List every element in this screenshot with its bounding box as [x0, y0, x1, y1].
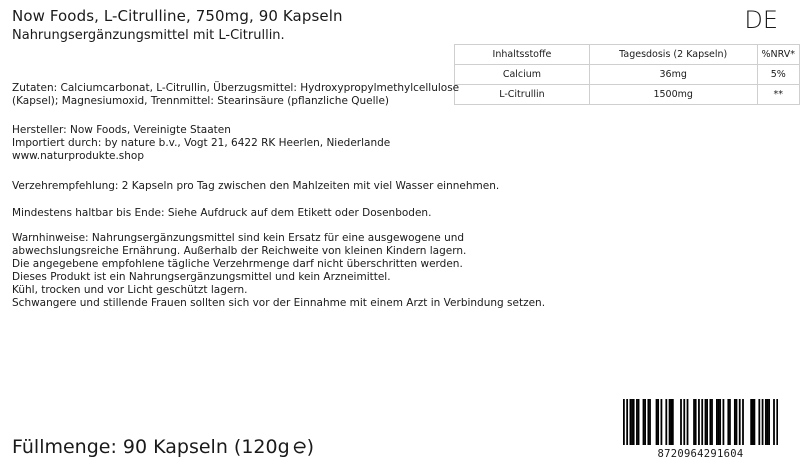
text-line: Verzehrempfehlung: 2 Kapseln pro Tag zwischen den Mahlzeiten mit viel Wasser einnehmen. [12, 180, 500, 192]
barcode-bar [773, 399, 775, 445]
barcode-bar [723, 399, 725, 445]
text-line: Importiert durch: by nature b.v., Vogt 21, 6422 RK Heerlen, Niederlande [12, 137, 391, 149]
barcode-bar [636, 399, 638, 445]
barcode-bar [687, 399, 689, 445]
barcode-bar [742, 399, 744, 445]
barcode-bar [626, 399, 628, 445]
table-cell: 1500mg [589, 85, 757, 105]
barcode-bar [768, 399, 770, 445]
barcode-bar [716, 399, 718, 445]
barcode-bar [719, 399, 721, 445]
table-cell: L-Citrullin [455, 85, 590, 105]
barcode-bar [762, 399, 764, 445]
text-line: Kühl, trocken und vor Licht geschützt lagern. [12, 284, 248, 296]
barcode-bar [706, 399, 708, 445]
text-line: Die angegebene empfohlene tägliche Verzehrmenge darf nicht überschritten werden. [12, 258, 463, 270]
table-row [455, 85, 800, 105]
estimate-mark-icon [293, 437, 307, 450]
language-code: DE [744, 6, 778, 34]
barcode-bar [661, 399, 663, 445]
table-header-row [455, 45, 800, 65]
barcode-bar [656, 399, 658, 445]
barcode-bar [729, 399, 731, 445]
table-cell: 5% [757, 65, 799, 85]
barcode-bar [649, 399, 651, 445]
barcode-bar [680, 399, 682, 445]
barcode-bar [643, 399, 645, 445]
barcode-bar [670, 399, 672, 445]
barcode-bar [727, 399, 729, 445]
barcode-bar [734, 399, 736, 445]
manufacturer-info [12, 124, 452, 163]
barcode-bar [718, 399, 720, 445]
table-row [455, 65, 800, 85]
text-line: Mindestens haltbar bis Ende: Siehe Aufdruck auf dem Etikett oder Dosenboden. [12, 207, 432, 219]
barcode-bar [657, 399, 659, 445]
fill-quantity: Füllmenge: 90 Kapseln (120g ) [12, 436, 315, 458]
text-line: (Kapsel); Magnesiumoxid, Trennmittel: Stearinsäure (pflanzliche Quelle) [12, 95, 390, 107]
barcode-bar [638, 399, 640, 445]
product-subtitle: Nahrungsergänzungsmittel mit L-Citrullin. [12, 28, 285, 43]
barcode-bar [665, 399, 667, 445]
product-title: Now Foods, L-Citrulline, 750mg, 90 Kapseln [12, 7, 343, 25]
barcode-number: 8720964291604 [657, 448, 744, 460]
barcode-bar [683, 399, 685, 445]
table-header-cell: Inhaltsstoffe [455, 45, 590, 65]
barcode-bar [701, 399, 703, 445]
best-before-text [12, 207, 452, 220]
text-line: Zutaten: Calciumcarbonat, L-Citrullin, Überzugsmittel: Hydroxypropylmethylcellulose [12, 82, 460, 94]
barcode-bar [672, 399, 674, 445]
website-text: www.naturprodukte.shop [12, 150, 145, 162]
barcode-bar [623, 399, 625, 445]
table-cell: Calcium [455, 65, 590, 85]
barcode-bar [754, 399, 756, 445]
barcode-bar [750, 399, 752, 445]
table-cell: 36mg [589, 65, 757, 85]
nutrition-table [454, 44, 800, 105]
barcode-bar [669, 399, 671, 445]
ingredients-text [12, 82, 460, 108]
barcode-bar [758, 399, 760, 445]
barcode-bar [693, 399, 695, 445]
table-cell: ** [757, 85, 799, 105]
fill-quantity-text: Füllmenge: 90 Kapseln (120g [12, 436, 290, 458]
barcode-bar [647, 399, 649, 445]
barcode-bar [765, 399, 767, 445]
barcode-bar [711, 399, 713, 445]
text-line: abwechslungsreiche Ernährung. Außerhalb der Reichweite von kleinen Kindern lagern. [12, 245, 467, 257]
barcode-bar [709, 399, 711, 445]
barcode-bar [739, 399, 741, 445]
barcode-bar [695, 399, 697, 445]
barcode-bar [776, 399, 778, 445]
table-header-cell: Tagesdosis (2 Kapseln) [589, 45, 757, 65]
text-line: Hersteller: Now Foods, Vereinigte Staaten [12, 124, 231, 136]
text-line: Schwangere und stillende Frauen sollten sich vor der Einnahme mit einem Arzt in Verbindung setzen. [12, 297, 546, 309]
barcode-bar [631, 399, 633, 445]
barcode-bar [736, 399, 738, 445]
text-line: Dieses Produkt ist ein Nahrungsergänzungsmittel und kein Arzneimittel. [12, 271, 391, 283]
table-header-cell: %NRV* [757, 45, 799, 65]
barcode-bar [752, 399, 754, 445]
barcode-bar [767, 399, 769, 445]
barcode [623, 399, 778, 445]
barcode-bar [633, 399, 635, 445]
warnings-text [12, 232, 546, 310]
barcode-bar [698, 399, 700, 445]
barcode-bar [705, 399, 707, 445]
barcode-bar [644, 399, 646, 445]
text-line: Warnhinweise: Nahrungsergänzungsmittel sind kein Ersatz für eine ausgewogene und [12, 232, 465, 244]
barcode-bar [630, 399, 632, 445]
dosage-text [12, 180, 500, 193]
